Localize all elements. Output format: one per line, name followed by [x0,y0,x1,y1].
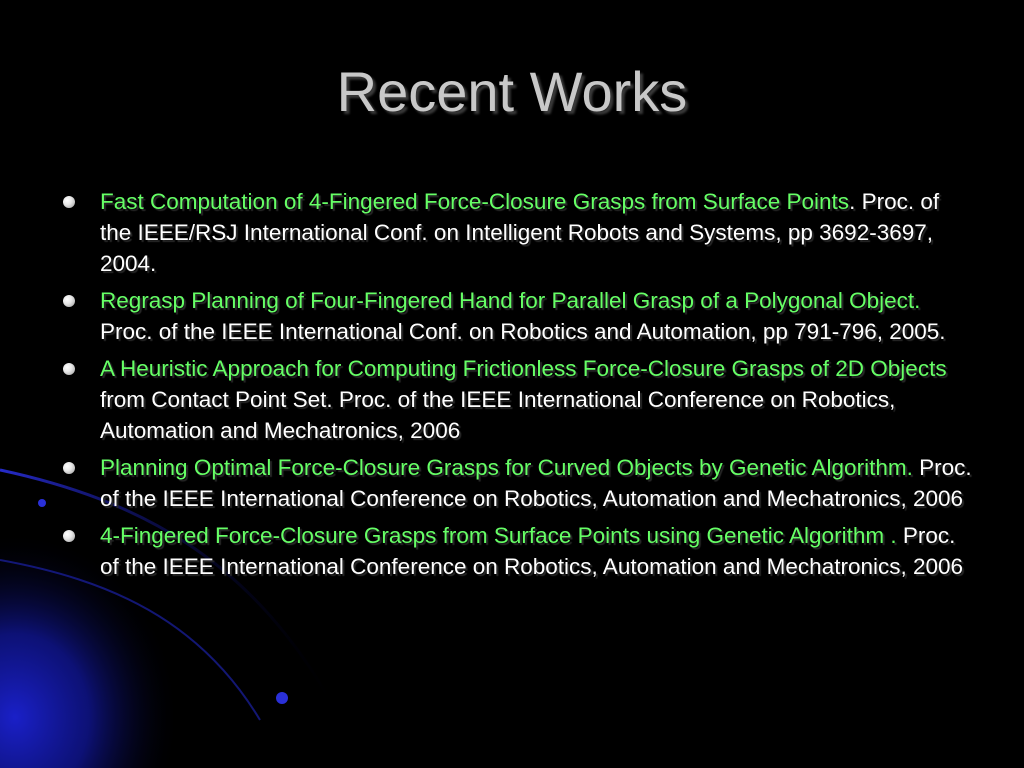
work-citation: Proc. of the IEEE International Conf. on Robotics and Automation, pp 791-796, 2005. [100,319,946,344]
list-item [56,285,976,347]
bullet-icon [63,295,75,307]
swoosh-dot-1 [38,499,46,507]
works-list [56,186,976,588]
swoosh-dot-2 [276,692,288,704]
work-citation: . Proc. of the IEEE/RSJ International Conf. on Intelligent Robots and Systems, pp 3692-3697, 2004. [100,189,940,276]
work-title-link[interactable]: Fast Computation of 4-Fingered Force-Closure Grasps from Surface Points [100,189,850,214]
list-item [56,520,976,582]
work-title-link[interactable]: Planning Optimal Force-Closure Grasps for Curved Objects by Genetic Algorithm. [100,455,913,480]
work-citation: Proc. of the IEEE International Conference on Robotics, Automation and Mechatronics, 2006 [100,523,964,579]
bullet-icon [63,196,75,208]
bullet-icon [63,530,75,542]
slide-title: Recent Works [336,60,688,123]
list-item [56,452,976,514]
work-title-link[interactable]: Regrasp Planning of Four-Fingered Hand for Parallel Grasp of a Polygonal Object. [100,288,921,313]
list-item [56,186,976,279]
work-citation: Proc. of the IEEE International Conference on Robotics, Automation and Mechatronics, 2006 [100,455,972,511]
work-title-link[interactable]: A Heuristic Approach for Computing Frictionless Force-Closure Grasps of 2D Objects [100,356,947,381]
list-item [56,353,976,446]
bullet-icon [63,363,75,375]
work-title-link[interactable]: 4-Fingered Force-Closure Grasps from Surface Points using Genetic Algorithm . [100,523,897,548]
bullet-icon [63,462,75,474]
work-citation: from Contact Point Set. Proc. of the IEEE International Conference on Robotics, Automation and Mechatronics, 2006 [100,387,896,443]
